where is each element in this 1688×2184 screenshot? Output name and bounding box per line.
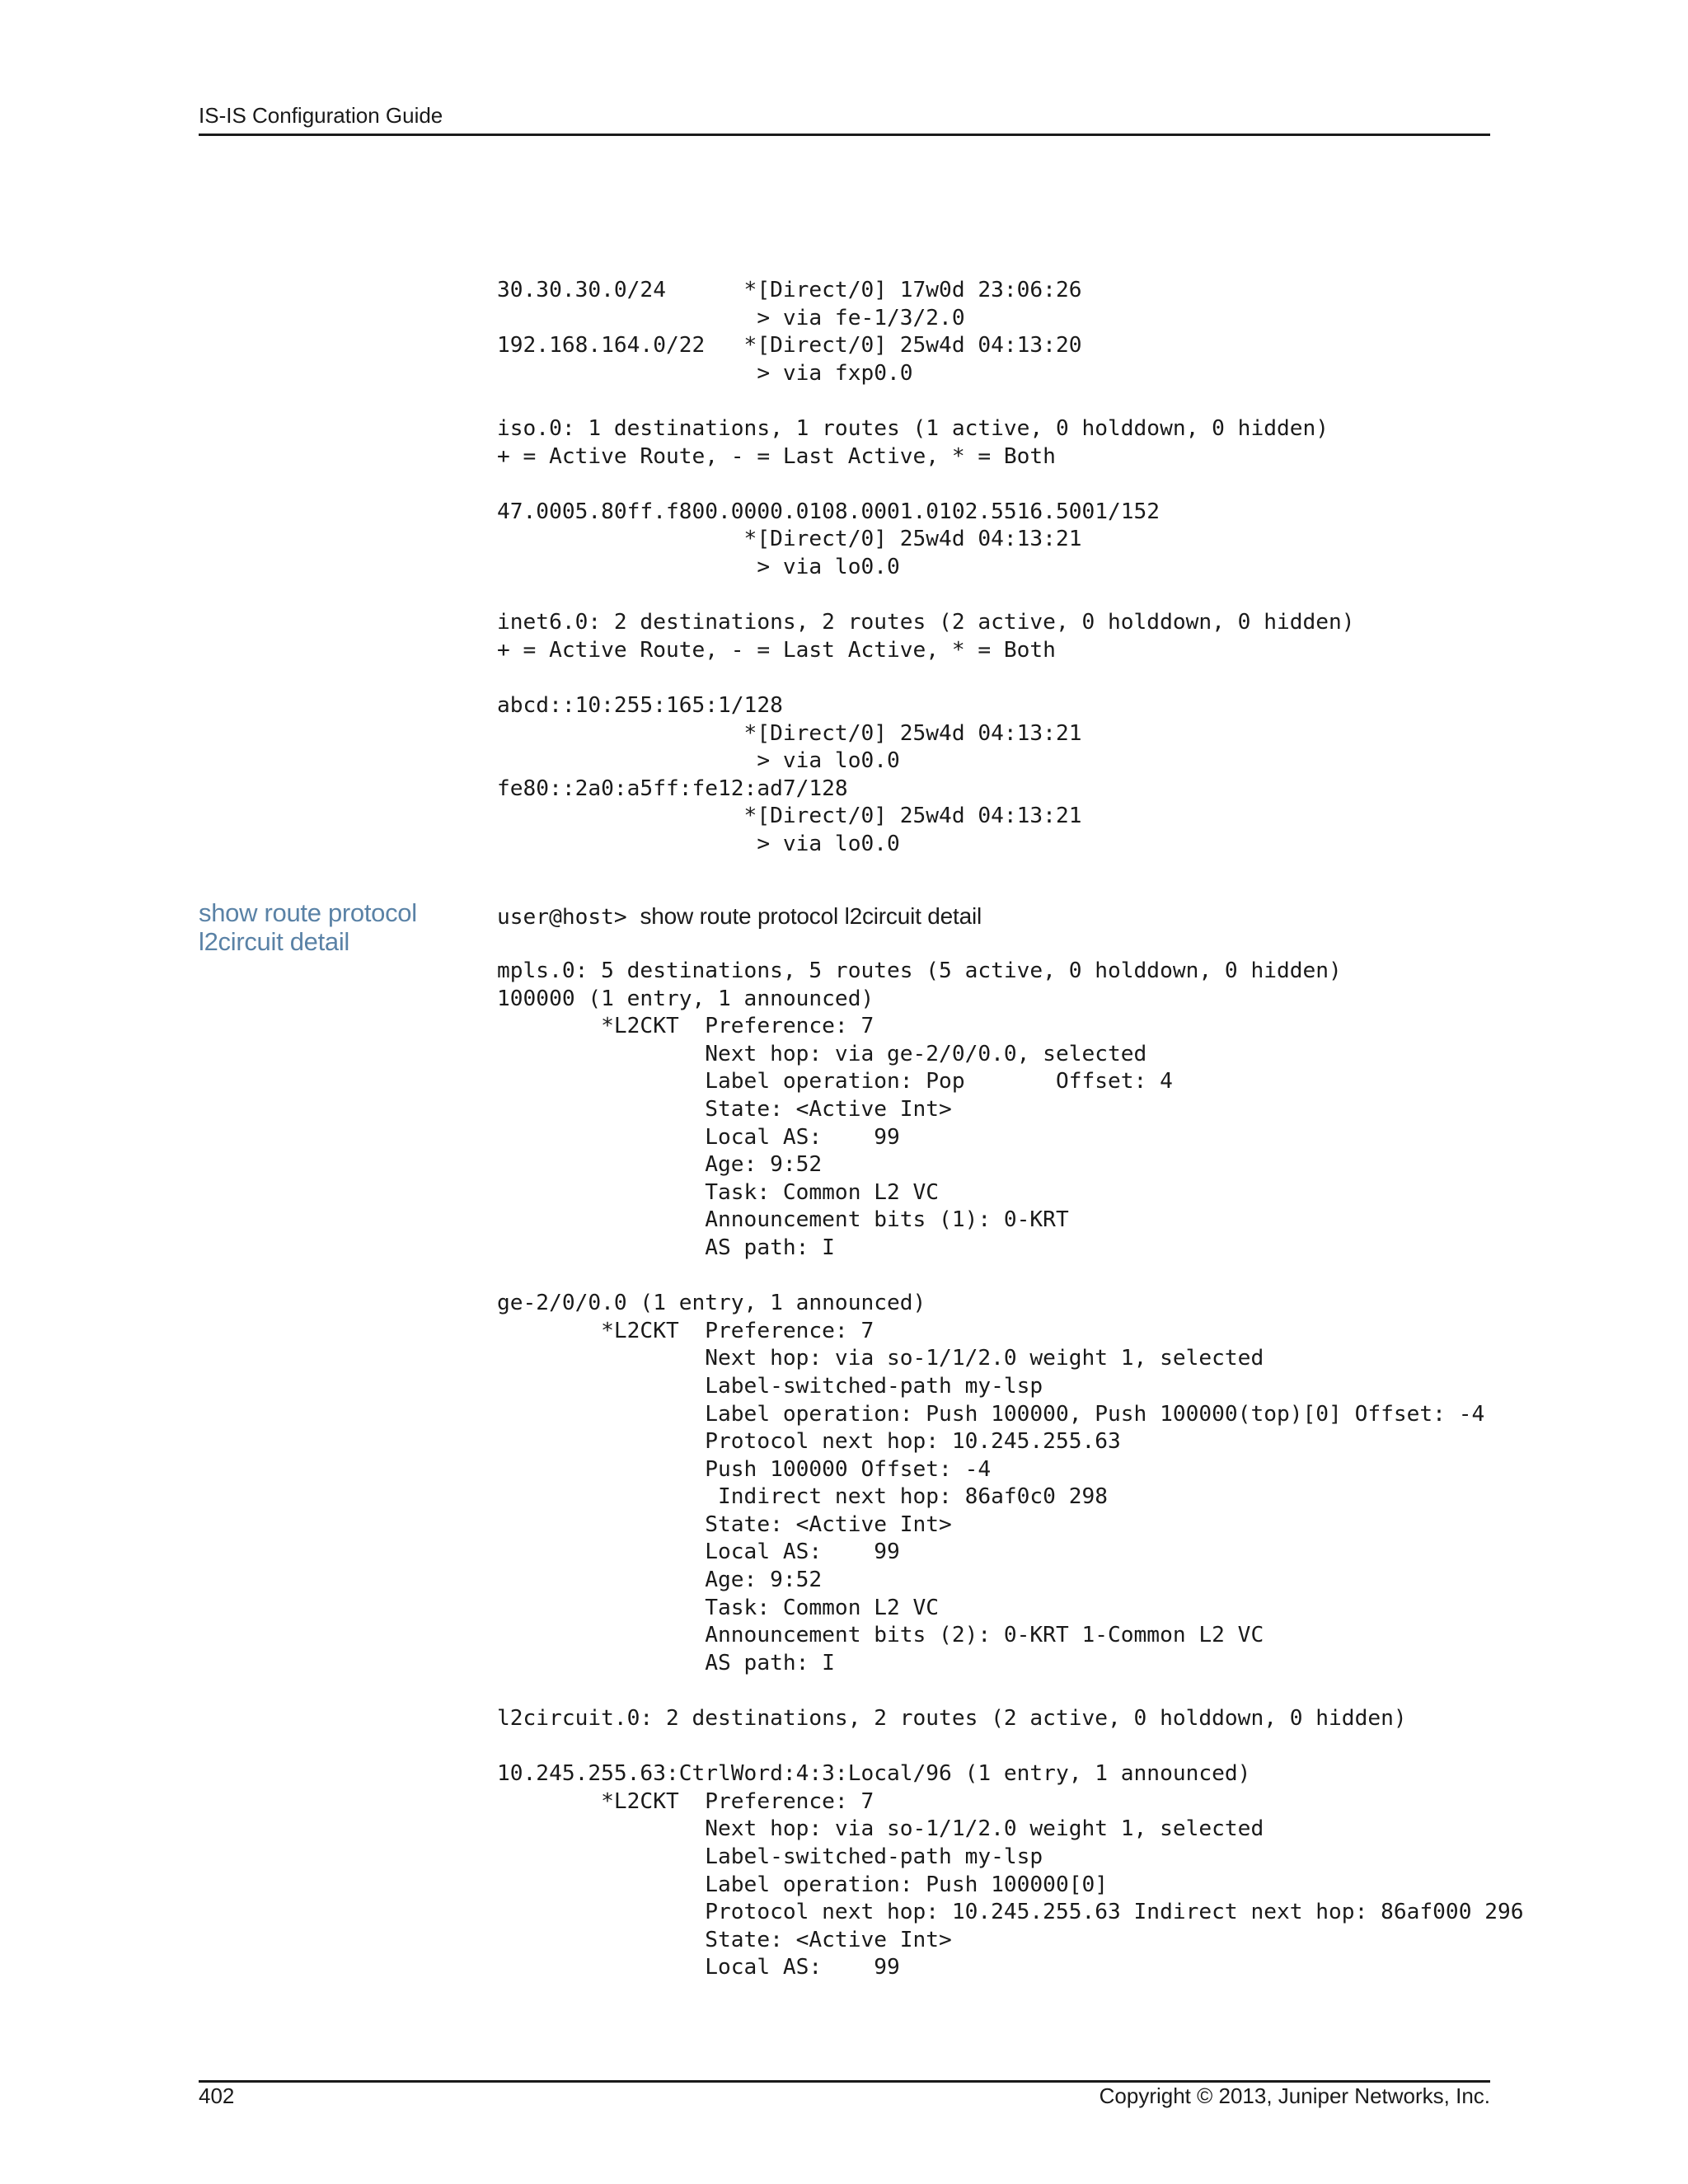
- footer-rule: [199, 2080, 1490, 2083]
- cli-prompt: user@host>: [497, 905, 640, 930]
- command-line: [497, 902, 982, 935]
- page-number: 402: [199, 2083, 235, 2108]
- header-rule: [199, 134, 1490, 136]
- command-output-continued: 30.30.30.0/24 *[Direct/0] 17w0d 23:06:26 > via fe-1/3/2.0 192.168.164.0/22 *[Direct/0] 25w4d 04:13:20 > via fxp0.0 iso.0: 1 destinations, 1 routes (1 active, 0 holddown, 0 hidden) + = Active Route, - = Last Active, * = Both 47.0005.80ff.f800.0000.0108.0001.0102.5516.5001/152 *[Direct/0] 25w4d 04:13:21 > via lo0.0 inet6.0: 2 destinations, 2 routes (2 active, 0 holddown, 0 hidden) + = Active Route, - = Last Active, * = Both abcd::10:255:165:1/128 *[Direct/0] 25w4d 04:13:21 > via lo0.0 fe80::2a0:a5ff:fe12:ad7/128 *[Direct/0] 25w4d 04:13:21 > via lo0.0: [497, 278, 1355, 856]
- cli-command: show route protocol l2circuit detail: [640, 903, 982, 929]
- running-header-title: IS-IS Configuration Guide: [199, 103, 443, 128]
- section-heading: [199, 898, 471, 956]
- command-output-l2circuit: mpls.0: 5 destinations, 5 routes (5 active, 0 holddown, 0 hidden) 100000 (1 entry, 1 announced) *L2CKT Preference: 7 Next hop: via ge-2/0/0.0, selected Label operation: Pop Offset: 4 State: <Active Int> Local AS: 99 Age: 9:52 Task: Common L2 VC Announcement bits (1): 0-KRT AS path: I ge-2/0/0.0 (1 entry, 1 announced) *L2CKT Preference: 7 Next hop: via so-1/1/2.0 weight 1, selected Label-switched-path my-lsp Label operation: Push 100000, Push 100000(top)[0] Offset: -4 Protocol next hop: 10.245.255.63 Push 100000 Offset: -4 Indirect next hop: 86af0c0 298 State: <Active Int> Local AS: 99 Age: 9:52 Task: Common L2 VC Announcement bits (2): 0-KRT 1-Common L2 VC AS path: I l2circuit.0: 2 destinations, 2 routes (2 active, 0 holddown, 0 hidden) 10.245.255.63:CtrlWord:4:3:Local/96 (1 entry, 1 announced) *L2CKT Preference: 7 Next hop: via so-1/1/2.0 weight 1, selected Label-switched-path my-lsp Label operation: Push 100000[0] Protocol next hop: 10.245.255.63 Indirect next hop: 86af000 296 State: <Active Int> Local AS: 99: [497, 958, 1524, 1980]
- section-heading-line-2: l2circuit detail: [199, 927, 350, 956]
- copyright-notice: Copyright © 2013, Juniper Networks, Inc.: [1099, 2083, 1490, 2108]
- section-heading-line-1: show route protocol: [199, 898, 417, 927]
